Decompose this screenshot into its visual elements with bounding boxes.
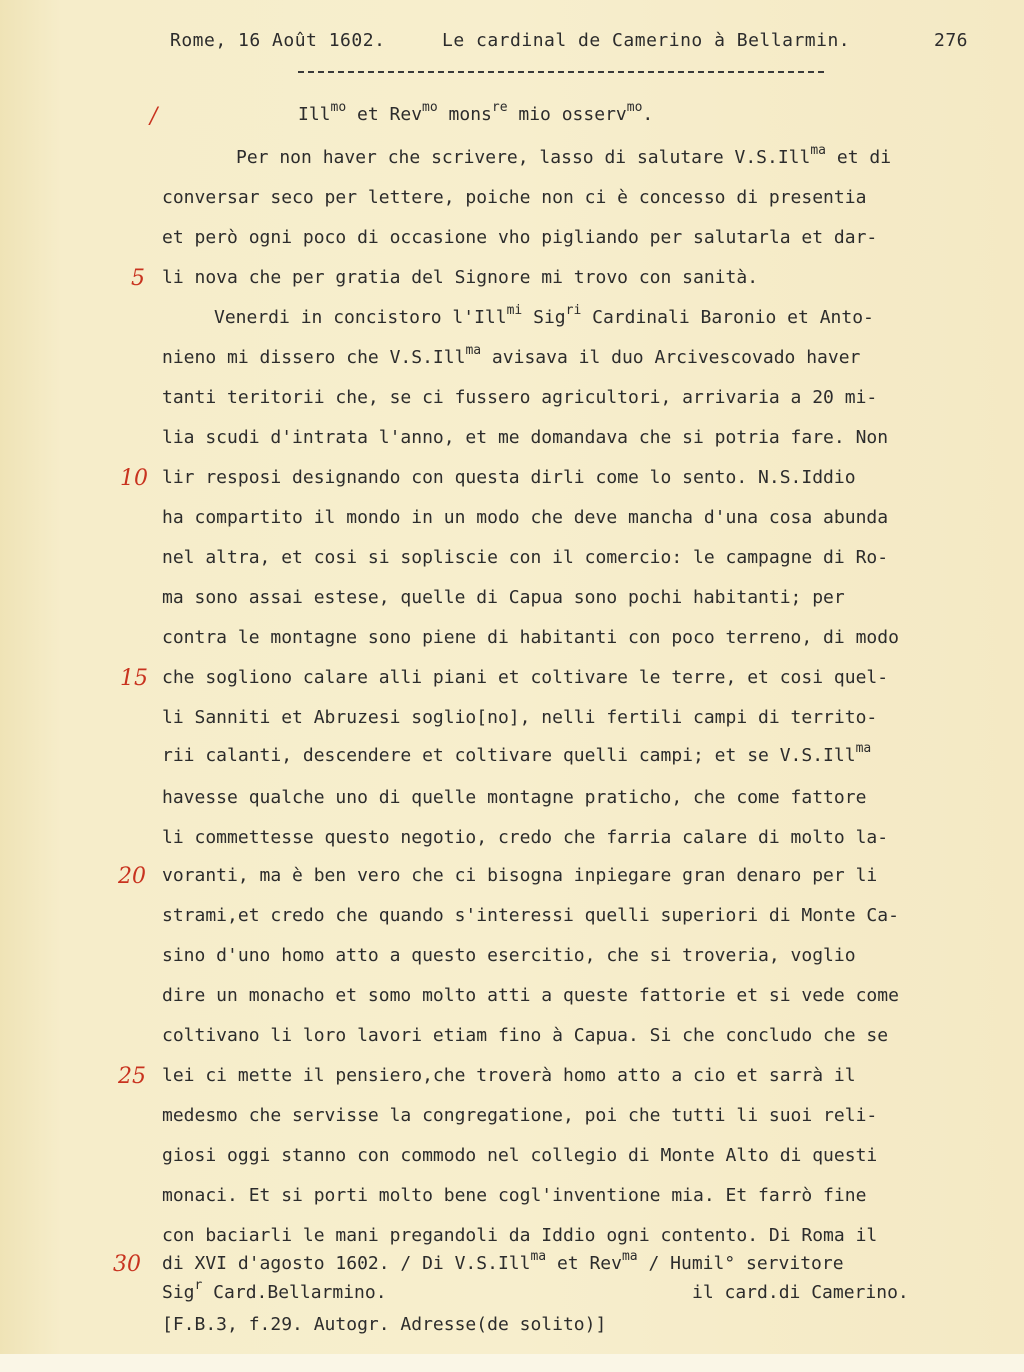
salutation-text: Ill <box>298 104 331 125</box>
margin-line-number: 5 <box>131 266 145 291</box>
body-line: con baciarli le mani pregandoli da Iddio ogni contento. Di Roma il <box>162 1225 878 1246</box>
header-divider <box>298 71 824 73</box>
body-line: voranti, ma è ben vero che ci bisogna inpiegare gran denaro per li <box>162 865 878 886</box>
body-line: li commettesse questo negotio, credo che farria calare di molto la- <box>162 827 889 848</box>
page-bottom-edge <box>0 1354 1024 1372</box>
body-line: contra le montagne sono piene di habitanti con poco terreno, di modo <box>162 627 899 648</box>
superscript: mi <box>506 303 523 318</box>
page-number: 276 <box>934 30 969 51</box>
salutation-text: mons <box>437 104 492 125</box>
body-line: dire un monacho et somo molto atti a queste fattorie et si vede come <box>162 985 899 1006</box>
superscript: ma <box>855 741 872 756</box>
body-line <box>214 303 874 330</box>
line-text: Venerdi in concistoro l'Ill <box>214 307 507 328</box>
body-line: tanti teritorii che, se ci fussero agricultori, arrivaria a 20 mi- <box>162 387 878 408</box>
superscript: ma <box>810 143 827 158</box>
signature-text: Sig <box>162 1282 195 1303</box>
archival-reference: [F.B.3, f.29. Autogr. Adresse(de solito)] <box>162 1314 607 1335</box>
margin-line-number: 20 <box>118 864 146 889</box>
margin-line-number: 15 <box>120 666 148 691</box>
recipient-signature <box>162 1278 387 1303</box>
body-line: li Sanniti et Abruzesi soglio[no], nelli fertili campi di territo- <box>162 707 878 728</box>
body-line: medesmo che servisse la congregatione, poi che tutti li suoi reli- <box>162 1105 878 1126</box>
body-line: li nova che per gratia del Signore mi trovo con sanità. <box>162 267 759 288</box>
body-line: giosi oggi stanno con commodo nel collegio di Monte Alto di questi <box>162 1145 878 1166</box>
body-line: monaci. Et si porti molto bene cogl'inventione mia. Et farrò fine <box>162 1185 867 1206</box>
body-line: lir resposi designando con questa dirli come lo sento. N.S.Iddio <box>162 467 856 488</box>
superscript: re <box>491 100 508 115</box>
body-line: ha compartito il mondo in un modo che deve mancha d'una cosa abunda <box>162 507 889 528</box>
superscript: ri <box>565 303 582 318</box>
superscript: r <box>194 1278 203 1293</box>
line-text: et di <box>826 147 892 168</box>
line-text: Per non haver che scrivere, lasso di salutare V.S.Ill <box>236 147 811 168</box>
body-line: conversar seco per lettere, poiche non ci è concesso di presentia <box>162 187 867 208</box>
body-line <box>162 343 861 370</box>
salutation <box>298 100 654 125</box>
line-text: di XVI d'agosto 1602. / Di V.S.Ill <box>162 1253 531 1274</box>
signature-text: Card.Bellarmino. <box>202 1282 387 1303</box>
line-text: nieno mi dissero che V.S.Ill <box>162 347 466 368</box>
body-line: coltivano li loro lavori etiam fino à Capua. Si che concludo che se <box>162 1025 889 1046</box>
body-line: sino d'uno homo atto a questo esercitio, che si troveria, voglio <box>162 945 856 966</box>
body-line: strami,et credo che quando s'interessi quelli superiori di Monte Ca- <box>162 905 899 926</box>
line-text: avisava il duo Arcivescovado haver <box>481 347 861 368</box>
superscript: mo <box>626 100 643 115</box>
superscript: mo <box>330 100 347 115</box>
line-text: Cardinali Baronio et Anto- <box>581 307 874 328</box>
line-text: / Humil° servitore <box>637 1253 844 1274</box>
margin-line-number: 30 <box>113 1252 141 1277</box>
body-line <box>236 143 892 170</box>
body-line: havesse qualche uno di quelle montagne praticho, che come fattore <box>162 787 867 808</box>
body-line <box>162 741 872 768</box>
body-line: lei ci mette il pensiero,che troverà homo atto a cio et sarrà il <box>162 1065 856 1086</box>
line-text: et Rev <box>546 1253 622 1274</box>
body-line <box>162 1249 844 1276</box>
page-header <box>170 30 980 56</box>
line-text: rii calanti, descendere et coltivare quelli campi; et se V.S.Ill <box>162 745 856 766</box>
header-date-place: Rome, 16 Août 1602. <box>170 30 386 51</box>
margin-line-number: 25 <box>118 1064 146 1089</box>
salutation-text: et Rev <box>346 104 423 125</box>
body-line: che sogliono calare alli piani et coltivare le terre, et cosi quel- <box>162 667 889 688</box>
superscript: mo <box>422 100 438 115</box>
superscript: ma <box>465 343 482 358</box>
superscript: ma <box>530 1249 547 1264</box>
superscript: ma <box>621 1249 638 1264</box>
margin-line-number: 10 <box>120 466 148 491</box>
sender-signature: il card.di Camerino. <box>692 1282 909 1303</box>
header-subject: Le cardinal de Camerino à Bellarmin. <box>442 30 851 51</box>
body-line: lia scudi d'intrata l'anno, et me domandava che si potria fare. Non <box>162 427 889 448</box>
body-line: nel altra, et cosi si sopliscie con il comercio: le campagne di Ro- <box>162 547 889 568</box>
salutation-text: . <box>642 104 654 125</box>
margin-slash-mark: / <box>150 104 158 129</box>
body-line: ma sono assai estese, quelle di Capua sono pochi habitanti; per <box>162 587 845 608</box>
body-line: et però ogni poco di occasione vho pigliando per salutarla et dar- <box>162 227 878 248</box>
salutation-text: mio osserv <box>507 104 627 125</box>
line-text: Sig <box>522 307 566 328</box>
